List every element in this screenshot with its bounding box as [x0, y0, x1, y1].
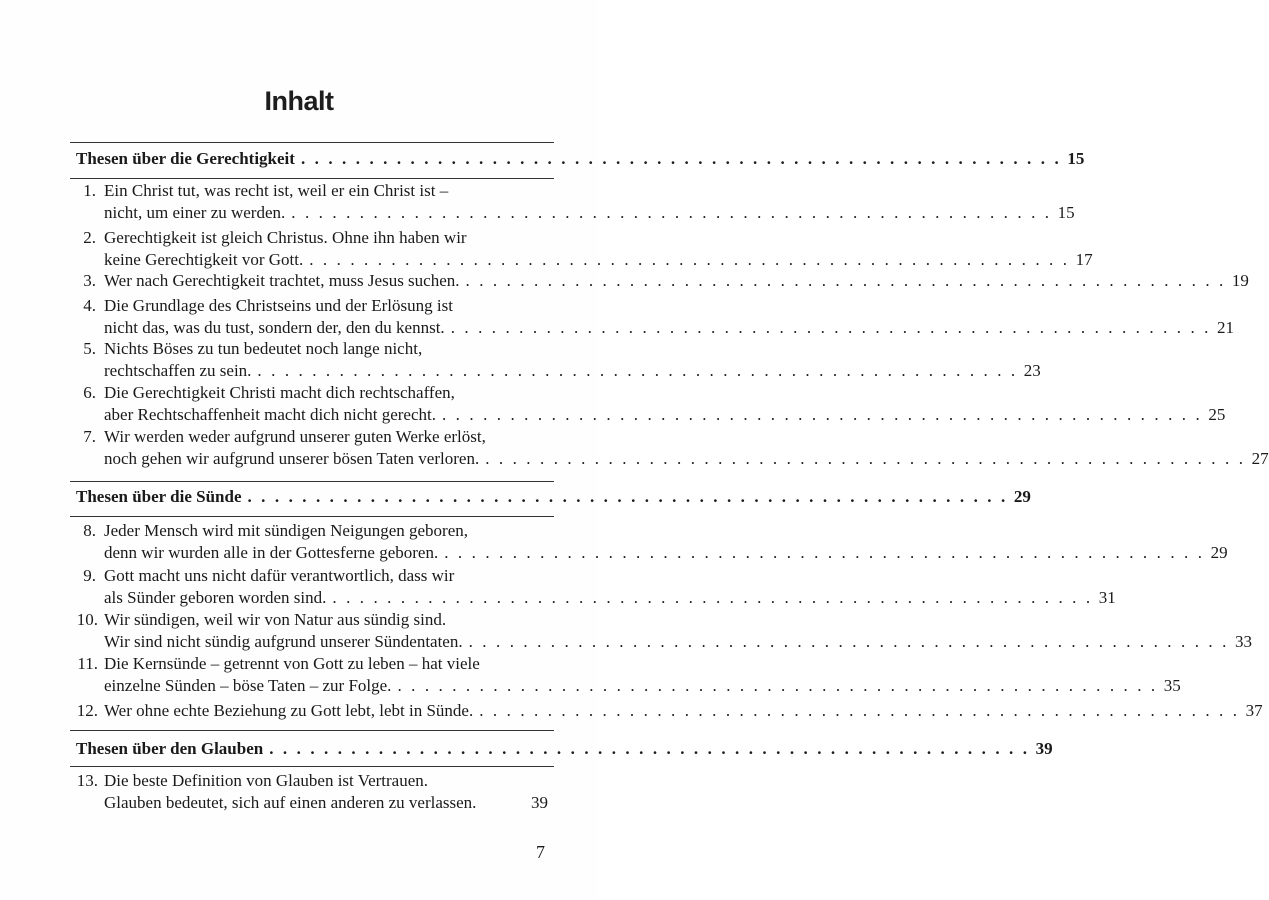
entry-text-line: Die Gerechtigkeit Christi macht dich rechtschaffen, — [104, 383, 455, 402]
leader-dots: . . . . . . . . . . . . . . . . . . . . . . . . . . . . . . . . . . . . . . . . . . . . . . . . . . . . . . . . — [465, 271, 1226, 290]
entry-number: 6. — [83, 383, 96, 402]
entry-text-line: Wer nach Gerechtigkeit trachtet, muss Jesus suchen. — [104, 271, 460, 290]
section-heading[interactable] — [76, 149, 1085, 171]
entry-text-line: Die Grundlage des Christseins und der Erlösung ist — [104, 296, 453, 315]
entry-text-line: Wer ohne echte Beziehung zu Gott lebt, lebt in Sünde. — [104, 701, 474, 720]
leader-dots: . . . . . . . . . . . . . . . . . . . . . . . . . . . . . . . . . . . . . . . . . . . . . . . . . . . . . . . . — [269, 739, 1030, 758]
section-heading[interactable] — [76, 487, 1031, 509]
entry-text-line: Die beste Definition von Glauben ist Vertrauen. — [104, 771, 429, 790]
entry-page-number: 27 — [1251, 449, 1269, 468]
section-page-number: 39 — [1035, 739, 1053, 758]
entry-text-line: Ein Christ tut, was recht ist, weil er ein Christ ist – — [104, 181, 449, 200]
entry-number: 4. — [83, 296, 96, 315]
leader-dots: . . . . . . . . . . . . . . . . . . . . . . . . . . . . . . . . . . . . . . . . . . . . . . . . . . . . . . . . — [441, 405, 1203, 424]
leader-dots: . . . . . . . . . . . . . . . . . . . . . . . . . . . . . . . . . . . . . . . . . . . . . . . . . . . . . . . . — [468, 632, 1229, 651]
entry-page-number: 37 — [1245, 701, 1263, 720]
leader-dots: . . . . . . . . . . . . . . . . . . . . . . . . . . . . . . . . . . . . . . . . . . . . . . . . . . . . . . . . — [291, 203, 1052, 222]
entry-text-line: Wir sind nicht sündig aufgrund unserer Sündentaten. — [104, 632, 463, 651]
entry-page-number: 23 — [1023, 361, 1041, 380]
entry-text-line: Wir sündigen, weil wir von Natur aus sündig sind. — [104, 610, 447, 629]
leader-dots: . . . . . . . . . . . . . . . . . . . . . . . . . . . . . . . . . . . . . . . . . . . . . . . . . . . . . . . . — [309, 250, 1070, 269]
entry-number: 10. — [76, 610, 98, 629]
entry-number: 12. — [76, 701, 98, 720]
entry-text-line: Gerechtigkeit ist gleich Christus. Ohne ihn haben wir — [104, 228, 467, 247]
leader-dots: . . . . . . . . . . . . . . . . . . . . . . . . . . . . . . . . . . . . . . . . . . . . . . . . . . . . . . . . — [300, 149, 1062, 168]
entry-page-number: 33 — [1234, 632, 1252, 651]
entry-text-line: denn wir wurden alle in der Gottesferne geboren. — [104, 543, 439, 562]
entry-page-number: 35 — [1163, 676, 1181, 695]
page-title: Inhalt — [264, 86, 334, 116]
entry-text-line: Wir werden weder aufgrund unserer guten Werke erlöst, — [104, 427, 486, 446]
entry-number: 1. — [83, 181, 96, 200]
section-rule — [70, 142, 554, 143]
entry-text-line: nicht das, was du tust, sondern der, den du kennst. — [104, 318, 445, 337]
entry-number: 9. — [83, 566, 96, 585]
leader-dots: . . . . . . . . . . . . . . . . . . . . . . . . . . . . . . . . . . . . . . . . . . . . . . . . . . . . . . . . — [397, 676, 1158, 695]
entry-text-line: aber Rechtschaffenheit macht dich nicht gerecht. — [104, 405, 436, 424]
entry-page-number: 31 — [1098, 588, 1116, 607]
leader-dots: . . . . . . . . . . . . . . . . . . . . . . . . . . . . . . . . . . . . . . . . . . . . . . . . . . . . . . . . — [450, 318, 1212, 337]
entry-number: 3. — [83, 271, 96, 290]
entry-page-number: 39 — [531, 793, 548, 812]
leader-dots: . . . . . . . . . . . . . . . . . . . . . . . . . . . . . . . . . . . . . . . . . . . . . . . . . . . . . . . . — [479, 701, 1240, 720]
section-rule — [70, 516, 554, 517]
leader-dots: . . . . . . . . . . . . . . . . . . . . . . . . . . . . . . . . . . . . . . . . . . . . . . . . . . . . . . . . — [257, 361, 1018, 380]
entry-number: 8. — [83, 521, 96, 540]
section-page-number: 29 — [1013, 487, 1031, 506]
entry-text-line: Nichts Böses zu tun bedeutet noch lange nicht, — [104, 339, 423, 358]
section-title: Thesen über den Glauben — [76, 739, 264, 758]
entry-page-number: 29 — [1210, 543, 1228, 562]
leader-dots: . . . . . . . . . . . . . . . . . . . . . . . . . . . . . . . . . . . . . . . . . . . . . . . . . . . . . . . . — [247, 487, 1008, 506]
entry-page-number: 21 — [1217, 318, 1235, 337]
entry-number: 2. — [83, 228, 96, 247]
entry-text-line: nicht, um einer zu werden. — [104, 203, 286, 222]
entry-number: 11. — [77, 654, 98, 673]
entry-text-line: Die Kernsünde – getrennt von Gott zu leben – hat viele — [104, 654, 480, 673]
entry-text-line: noch gehen wir aufgrund unserer bösen Taten verloren. — [104, 449, 480, 468]
entry-text-line: als Sünder geboren worden sind. — [104, 588, 327, 607]
section-rule — [70, 481, 554, 482]
section-rule — [70, 766, 554, 767]
section-title: Thesen über die Sünde — [76, 487, 242, 506]
page-folio-number: 7 — [536, 842, 545, 862]
entry-page-number: 15 — [1057, 203, 1075, 222]
entry-text-line: rechtschaffen zu sein. — [104, 361, 252, 380]
entry-page-number: 25 — [1208, 405, 1226, 424]
leader-dots: . . . . . . . . . . . . . . . . . . . . . . . . . . . . . . . . . . . . . . . . . . . . . . . . . . . . . . . . — [332, 588, 1093, 607]
entry-text-line: Jeder Mensch wird mit sündigen Neigungen geboren, — [104, 521, 468, 540]
entry-number: 7. — [83, 427, 96, 446]
entry-number: 5. — [83, 339, 96, 358]
entry-text-line: Gott macht uns nicht dafür verantwortlich, dass wir — [104, 566, 455, 585]
section-rule — [70, 730, 554, 731]
entry-text-line: einzelne Sünden – böse Taten – zur Folge. — [104, 676, 392, 695]
section-page-number: 15 — [1067, 149, 1085, 168]
entry-text-line: keine Gerechtigkeit vor Gott. — [104, 250, 304, 269]
leader-dots: . . . . . . . . . . . . . . . . . . . . . . . . . . . . . . . . . . . . . . . . . . . . . . . . . . . . . . . . — [485, 449, 1246, 468]
section-rule — [70, 178, 554, 179]
entry-number: 13. — [76, 771, 98, 790]
leader-dots: . . . . . . . . . . . . . . . . . . . . . . . . . . . . . . . . . . . . . . . . . . . . . . . . . . . . . . . . — [444, 543, 1205, 562]
entry-page-number: 17 — [1075, 250, 1093, 269]
entry-text-line: Glauben bedeutet, sich auf einen anderen zu verlassen. — [104, 793, 477, 812]
section-title: Thesen über die Gerechtigkeit — [76, 149, 295, 168]
entry-page-number: 19 — [1231, 271, 1249, 290]
section-heading[interactable] — [76, 739, 1053, 761]
